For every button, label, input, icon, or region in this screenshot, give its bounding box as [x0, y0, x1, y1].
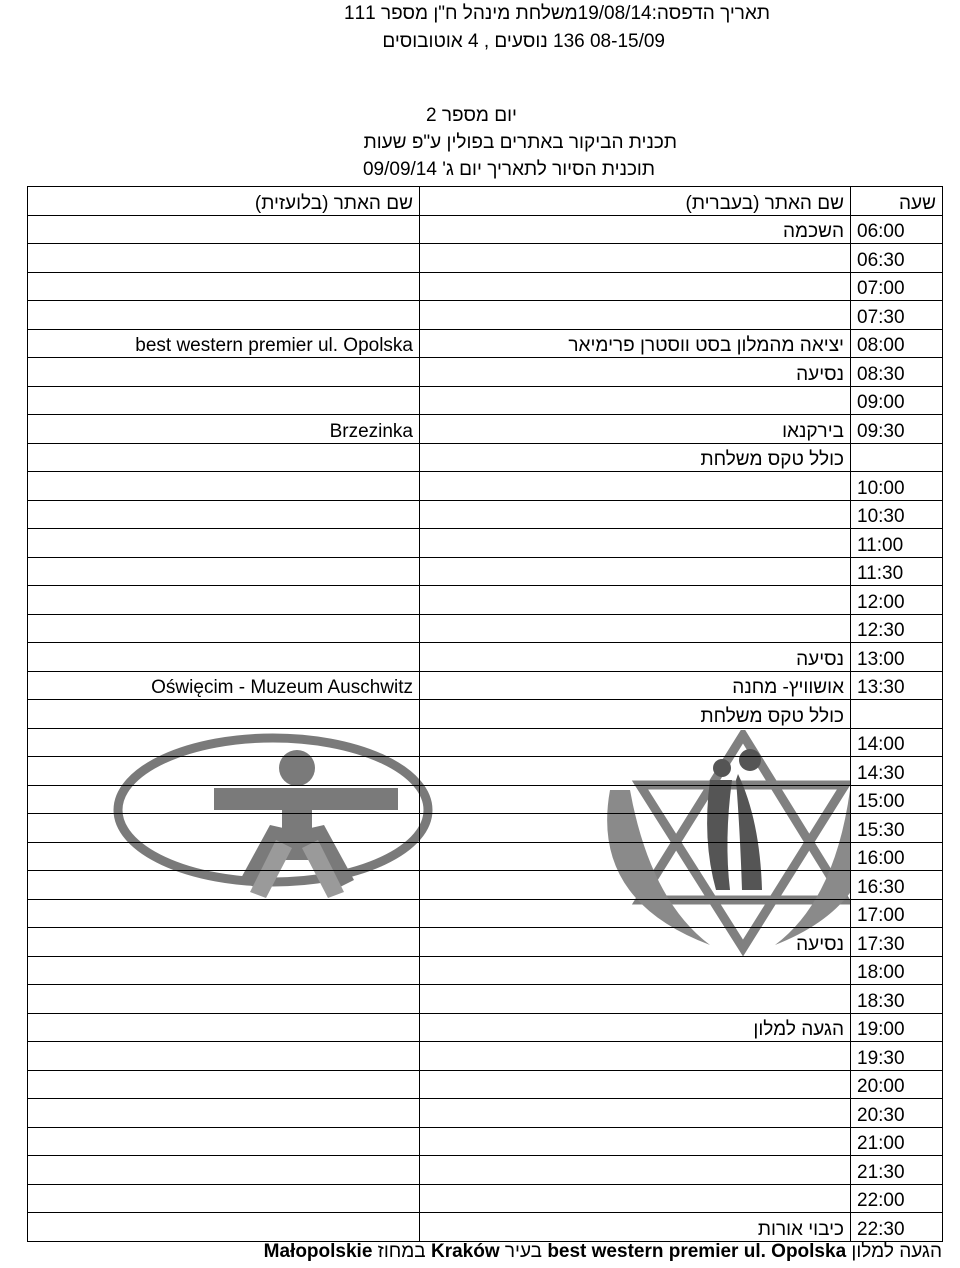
hebrew-site-cell	[420, 814, 851, 843]
hebrew-site-cell: יציאה מהמלון בסט ווסטרן פרימיאר	[420, 329, 851, 358]
latin-site-cell	[28, 557, 420, 586]
latin-site-cell	[28, 1070, 420, 1099]
table-row	[28, 415, 943, 444]
time-cell: 21:30	[851, 1156, 943, 1185]
footer-city-word: בעיר	[504, 1241, 543, 1262]
latin-site-cell	[28, 614, 420, 643]
table-row	[28, 586, 943, 615]
latin-site-cell	[28, 244, 420, 273]
latin-site-cell	[28, 1013, 420, 1042]
hebrew-site-cell	[420, 614, 851, 643]
time-cell: 20:00	[851, 1070, 943, 1099]
table-row	[28, 1213, 943, 1242]
time-cell: 19:30	[851, 1042, 943, 1071]
hebrew-site-cell	[420, 557, 851, 586]
time-cell	[851, 443, 943, 472]
hebrew-site-cell: נסיעה	[420, 643, 851, 672]
hebrew-site-cell: כולל טקס משלחת	[420, 443, 851, 472]
time-cell: 11:00	[851, 529, 943, 558]
latin-site-cell: best western premier ul. Opolska	[28, 329, 420, 358]
time-cell: 12:30	[851, 614, 943, 643]
hebrew-site-cell	[420, 586, 851, 615]
footer-region: Małopolskie	[263, 1241, 373, 1262]
latin-site-cell	[28, 215, 420, 244]
table-row	[28, 443, 943, 472]
time-cell: 16:00	[851, 842, 943, 871]
footer-city: Kraków	[430, 1241, 500, 1262]
table-row	[28, 728, 943, 757]
print-header: תאריך הדפסה:19/08/14משלחת מינהל ח"ן מספר 111	[344, 3, 770, 24]
time-cell: 06:00	[851, 215, 943, 244]
latin-site-cell	[28, 272, 420, 301]
hebrew-site-cell	[420, 1184, 851, 1213]
table-row	[28, 671, 943, 700]
table-row	[28, 700, 943, 729]
table-header-row	[28, 187, 943, 216]
table-row	[28, 1042, 943, 1071]
latin-site-cell	[28, 700, 420, 729]
latin-site-cell	[28, 728, 420, 757]
hebrew-site-cell	[420, 244, 851, 273]
hebrew-site-cell: בירקנאו	[420, 415, 851, 444]
time-cell: 20:30	[851, 1099, 943, 1128]
time-cell: 08:30	[851, 358, 943, 387]
column-header-time: שעה	[851, 187, 943, 216]
time-cell: 09:00	[851, 386, 943, 415]
hebrew-site-cell	[420, 956, 851, 985]
table-row	[28, 1013, 943, 1042]
hebrew-site-cell	[420, 871, 851, 900]
latin-site-cell	[28, 472, 420, 501]
table-row	[28, 1127, 943, 1156]
time-cell: 17:00	[851, 899, 943, 928]
latin-site-cell	[28, 358, 420, 387]
latin-site-cell	[28, 785, 420, 814]
time-cell: 17:30	[851, 928, 943, 957]
hebrew-site-cell	[420, 1042, 851, 1071]
hebrew-site-cell	[420, 1127, 851, 1156]
footer-region-word: במחוז	[377, 1241, 426, 1262]
tour-date-title: תוכנית הסיור לתאריך יום ג' 09/09/14	[362, 159, 655, 180]
latin-site-cell	[28, 1213, 420, 1242]
latin-site-cell	[28, 1127, 420, 1156]
latin-site-cell	[28, 1156, 420, 1185]
hebrew-site-cell	[420, 899, 851, 928]
time-cell: 06:30	[851, 244, 943, 273]
hebrew-site-cell	[420, 757, 851, 786]
delegation-summary: 08-15/09 136 נוסעים , 4 אוטובוסים	[382, 31, 665, 52]
latin-site-cell	[28, 643, 420, 672]
hebrew-site-cell	[420, 728, 851, 757]
latin-site-cell: Brzezinka	[28, 415, 420, 444]
column-header-hebrew-site: שם האתר (בעברית)	[420, 187, 851, 216]
time-cell: 07:00	[851, 272, 943, 301]
hebrew-site-cell	[420, 386, 851, 415]
hebrew-site-cell	[420, 985, 851, 1014]
table-row	[28, 329, 943, 358]
time-cell: 15:30	[851, 814, 943, 843]
hebrew-site-cell	[420, 842, 851, 871]
table-row	[28, 272, 943, 301]
latin-site-cell	[28, 871, 420, 900]
hebrew-site-cell	[420, 1099, 851, 1128]
time-cell: 14:00	[851, 728, 943, 757]
table-row	[28, 1070, 943, 1099]
time-cell: 12:00	[851, 586, 943, 615]
time-cell: 21:00	[851, 1127, 943, 1156]
hebrew-site-cell	[420, 785, 851, 814]
time-cell: 10:30	[851, 500, 943, 529]
time-cell: 07:30	[851, 301, 943, 330]
time-cell: 16:30	[851, 871, 943, 900]
hebrew-site-cell	[420, 500, 851, 529]
table-row	[28, 500, 943, 529]
latin-site-cell	[28, 301, 420, 330]
plan-title: תכנית הביקור באתרים בפולין ע"פ שעות	[363, 132, 677, 153]
time-cell	[851, 700, 943, 729]
hebrew-site-cell	[420, 272, 851, 301]
table-row	[28, 557, 943, 586]
table-row	[28, 814, 943, 843]
latin-site-cell	[28, 529, 420, 558]
table-row	[28, 358, 943, 387]
table-row	[28, 1156, 943, 1185]
time-cell: 14:30	[851, 757, 943, 786]
hebrew-site-cell	[420, 472, 851, 501]
table-row	[28, 842, 943, 871]
time-cell: 22:30	[851, 1213, 943, 1242]
time-cell: 08:00	[851, 329, 943, 358]
table-row	[28, 643, 943, 672]
latin-site-cell	[28, 1099, 420, 1128]
table-row	[28, 614, 943, 643]
latin-site-cell	[28, 443, 420, 472]
hebrew-site-cell	[420, 1070, 851, 1099]
hebrew-site-cell: נסיעה	[420, 928, 851, 957]
table-row	[28, 1184, 943, 1213]
hebrew-site-cell	[420, 301, 851, 330]
hebrew-site-cell: הגעה למלון	[420, 1013, 851, 1042]
table-row	[28, 985, 943, 1014]
table-row	[28, 244, 943, 273]
table-row	[28, 529, 943, 558]
latin-site-cell	[28, 899, 420, 928]
table-row	[28, 785, 943, 814]
table-row	[28, 301, 943, 330]
footer-hotel-note	[264, 1240, 942, 1264]
table-row	[28, 871, 943, 900]
table-row	[28, 215, 943, 244]
time-cell: 18:00	[851, 956, 943, 985]
latin-site-cell: Oświęcim - Muzeum Auschwitz	[28, 671, 420, 700]
time-cell: 22:00	[851, 1184, 943, 1213]
latin-site-cell	[28, 956, 420, 985]
table-row	[28, 928, 943, 957]
latin-site-cell	[28, 928, 420, 957]
time-cell: 13:00	[851, 643, 943, 672]
time-cell: 15:00	[851, 785, 943, 814]
table-row	[28, 386, 943, 415]
column-header-latin-site: שם האתר (בלועזית)	[28, 187, 420, 216]
footer-hotel-name: best western premier ul. Opolska	[547, 1241, 847, 1262]
latin-site-cell	[28, 757, 420, 786]
day-title: יום מספר 2	[426, 105, 517, 126]
hebrew-site-cell: נסיעה	[420, 358, 851, 387]
latin-site-cell	[28, 586, 420, 615]
time-cell: 19:00	[851, 1013, 943, 1042]
hebrew-site-cell	[420, 1156, 851, 1185]
table-row	[28, 757, 943, 786]
table-row	[28, 472, 943, 501]
latin-site-cell	[28, 1042, 420, 1071]
time-cell: 09:30	[851, 415, 943, 444]
table-row	[28, 1099, 943, 1128]
hebrew-site-cell	[420, 529, 851, 558]
hebrew-site-cell: כיבוי אורות	[420, 1213, 851, 1242]
time-cell: 11:30	[851, 557, 943, 586]
latin-site-cell	[28, 500, 420, 529]
latin-site-cell	[28, 814, 420, 843]
time-cell: 18:30	[851, 985, 943, 1014]
latin-site-cell	[28, 842, 420, 871]
table-row	[28, 956, 943, 985]
latin-site-cell	[28, 386, 420, 415]
hebrew-site-cell: השכמה	[420, 215, 851, 244]
table-row	[28, 899, 943, 928]
latin-site-cell	[28, 1184, 420, 1213]
time-cell: 13:30	[851, 671, 943, 700]
latin-site-cell	[28, 985, 420, 1014]
hebrew-site-cell: אושוויץ- מחנה	[420, 671, 851, 700]
time-cell: 10:00	[851, 472, 943, 501]
schedule-table	[27, 186, 943, 1242]
footer-prefix: הגעה למלון	[851, 1241, 942, 1262]
hebrew-site-cell: כולל טקס משלחת	[420, 700, 851, 729]
